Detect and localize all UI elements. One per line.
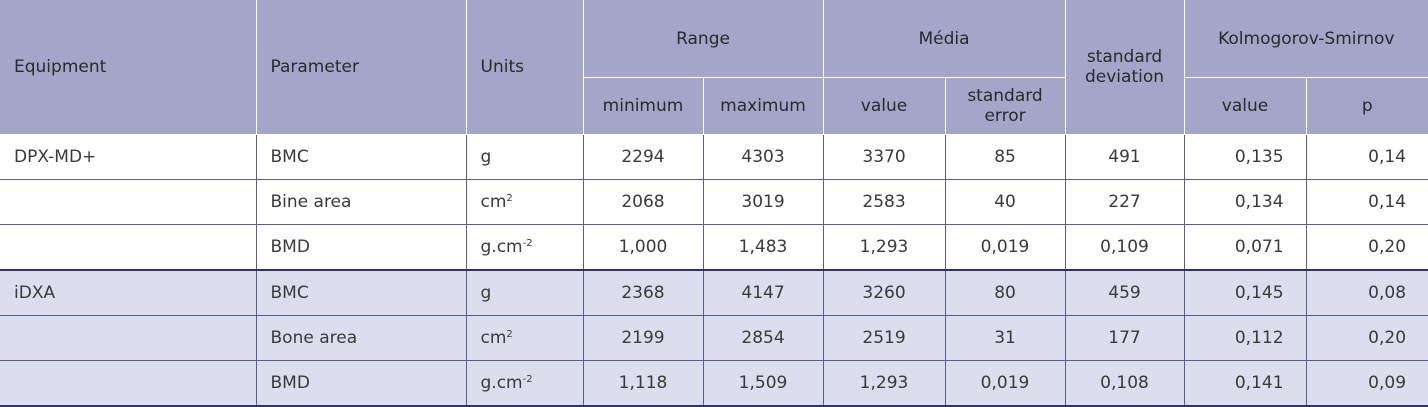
cell-parameter: Bine area bbox=[256, 180, 466, 225]
cell-unit bbox=[466, 135, 583, 180]
cell-equipment bbox=[0, 316, 256, 361]
cell-parameter: Bone area bbox=[256, 316, 466, 361]
cell-standard-error: 40 bbox=[945, 180, 1065, 225]
table-header bbox=[0, 0, 1428, 135]
cell-maximum: 4147 bbox=[703, 270, 823, 316]
cell-p: 0,20 bbox=[1368, 237, 1407, 257]
cell-p: 0,20 bbox=[1306, 316, 1428, 361]
header-parameter: Parameter bbox=[256, 0, 466, 135]
header-standard-error: standard error bbox=[945, 78, 1065, 135]
cell-parameter: BMC bbox=[256, 270, 466, 316]
cell-minimum: 1,000 bbox=[583, 225, 703, 271]
cell-maximum: 1,509 bbox=[703, 361, 823, 407]
table-row bbox=[0, 180, 1428, 225]
unit-text: g bbox=[480, 283, 492, 303]
unit-sup: 2 bbox=[506, 193, 513, 204]
cell-maximum: 3019 bbox=[703, 180, 823, 225]
cell-maximum: 2854 bbox=[703, 316, 823, 361]
cell-standard-error: 80 bbox=[945, 270, 1065, 316]
cell-ks-value: 0,112 bbox=[1184, 316, 1306, 361]
cell-maximum: 4303 bbox=[703, 135, 823, 180]
unit-text: g.cm bbox=[480, 237, 523, 257]
header-maximum: maximum bbox=[703, 78, 823, 135]
cell-unit bbox=[466, 270, 583, 316]
unit-text: cm bbox=[480, 328, 507, 348]
cell-standard-deviation: 0,108 bbox=[1065, 361, 1184, 407]
header-ks-value: value bbox=[1184, 78, 1306, 135]
table-row bbox=[0, 361, 1428, 407]
header-range: Range bbox=[583, 0, 823, 78]
header-p: p bbox=[1306, 78, 1428, 135]
cell-equipment bbox=[0, 361, 256, 407]
cell-standard-deviation: 459 bbox=[1065, 270, 1184, 316]
cell-standard-error: 31 bbox=[945, 316, 1065, 361]
cell-maximum: 1,483 bbox=[703, 225, 823, 271]
cell-value: 3260 bbox=[823, 270, 945, 316]
header-standard-deviation: standard deviation bbox=[1065, 0, 1184, 135]
cell-minimum: 2294 bbox=[583, 135, 703, 180]
header-kolmogorov-smirnov: Kolmogorov-Smirnov bbox=[1184, 0, 1428, 78]
cell-standard-deviation: 177 bbox=[1065, 316, 1184, 361]
unit-text: g.cm bbox=[480, 373, 523, 393]
cell-minimum: 2199 bbox=[583, 316, 703, 361]
cell-equipment: iDXA bbox=[0, 270, 256, 316]
cell-p: 0,14 bbox=[1368, 192, 1407, 212]
cell-value: 3370 bbox=[823, 135, 945, 180]
cell-standard-deviation: 0,109 bbox=[1065, 225, 1184, 271]
cell-ks-value: 0,071 bbox=[1184, 225, 1306, 271]
cell-ks-value: 0,145 bbox=[1184, 270, 1306, 316]
cell-p: 0,08 bbox=[1306, 270, 1428, 316]
cell-minimum: 2368 bbox=[583, 270, 703, 316]
unit-sup: -2 bbox=[522, 238, 533, 249]
cell-ks-value: 0,134 bbox=[1184, 180, 1306, 225]
cell-value: 1,293 bbox=[823, 361, 945, 407]
cell-standard-error: 0,019 bbox=[945, 225, 1065, 271]
unit-sup: 2 bbox=[506, 329, 513, 340]
cell-unit bbox=[466, 180, 583, 225]
header-units: Units bbox=[466, 0, 583, 135]
header-media: Média bbox=[823, 0, 1065, 78]
cell-standard-deviation: 227 bbox=[1065, 180, 1184, 225]
unit-text: cm bbox=[480, 192, 507, 212]
cell-p: 0,09 bbox=[1306, 361, 1428, 407]
cell-standard-deviation: 491 bbox=[1065, 135, 1184, 180]
header-value: value bbox=[823, 78, 945, 135]
table-row bbox=[0, 225, 1428, 271]
unit-sup: -2 bbox=[522, 374, 533, 385]
cell-value: 2519 bbox=[823, 316, 945, 361]
cell-unit bbox=[466, 316, 583, 361]
cell-parameter: BMC bbox=[256, 135, 466, 180]
cell-parameter: BMD bbox=[256, 225, 466, 271]
cell-parameter: BMD bbox=[256, 361, 466, 407]
cell-p: 0,14 bbox=[1368, 147, 1407, 167]
header-minimum: minimum bbox=[583, 78, 703, 135]
cell-ks-value: 0,141 bbox=[1184, 361, 1306, 407]
cell-equipment: DPX-MD+ bbox=[0, 135, 256, 180]
cell-equipment bbox=[0, 225, 256, 271]
cell-unit bbox=[466, 361, 583, 407]
cell-minimum: 1,118 bbox=[583, 361, 703, 407]
header-equipment: Equipment bbox=[0, 0, 256, 135]
cell-ks-value: 0,135 bbox=[1184, 135, 1306, 180]
cell-equipment bbox=[0, 180, 256, 225]
cell-value: 1,293 bbox=[823, 225, 945, 271]
table-row bbox=[0, 270, 1428, 316]
cell-standard-error: 85 bbox=[945, 135, 1065, 180]
table-row bbox=[0, 316, 1428, 361]
cell-value: 2583 bbox=[823, 180, 945, 225]
cell-minimum: 2068 bbox=[583, 180, 703, 225]
cell-standard-error: 0,019 bbox=[945, 361, 1065, 407]
cell-unit bbox=[466, 225, 583, 271]
table-body bbox=[0, 135, 1428, 407]
unit-text: g bbox=[480, 147, 492, 167]
table-row bbox=[0, 135, 1428, 180]
